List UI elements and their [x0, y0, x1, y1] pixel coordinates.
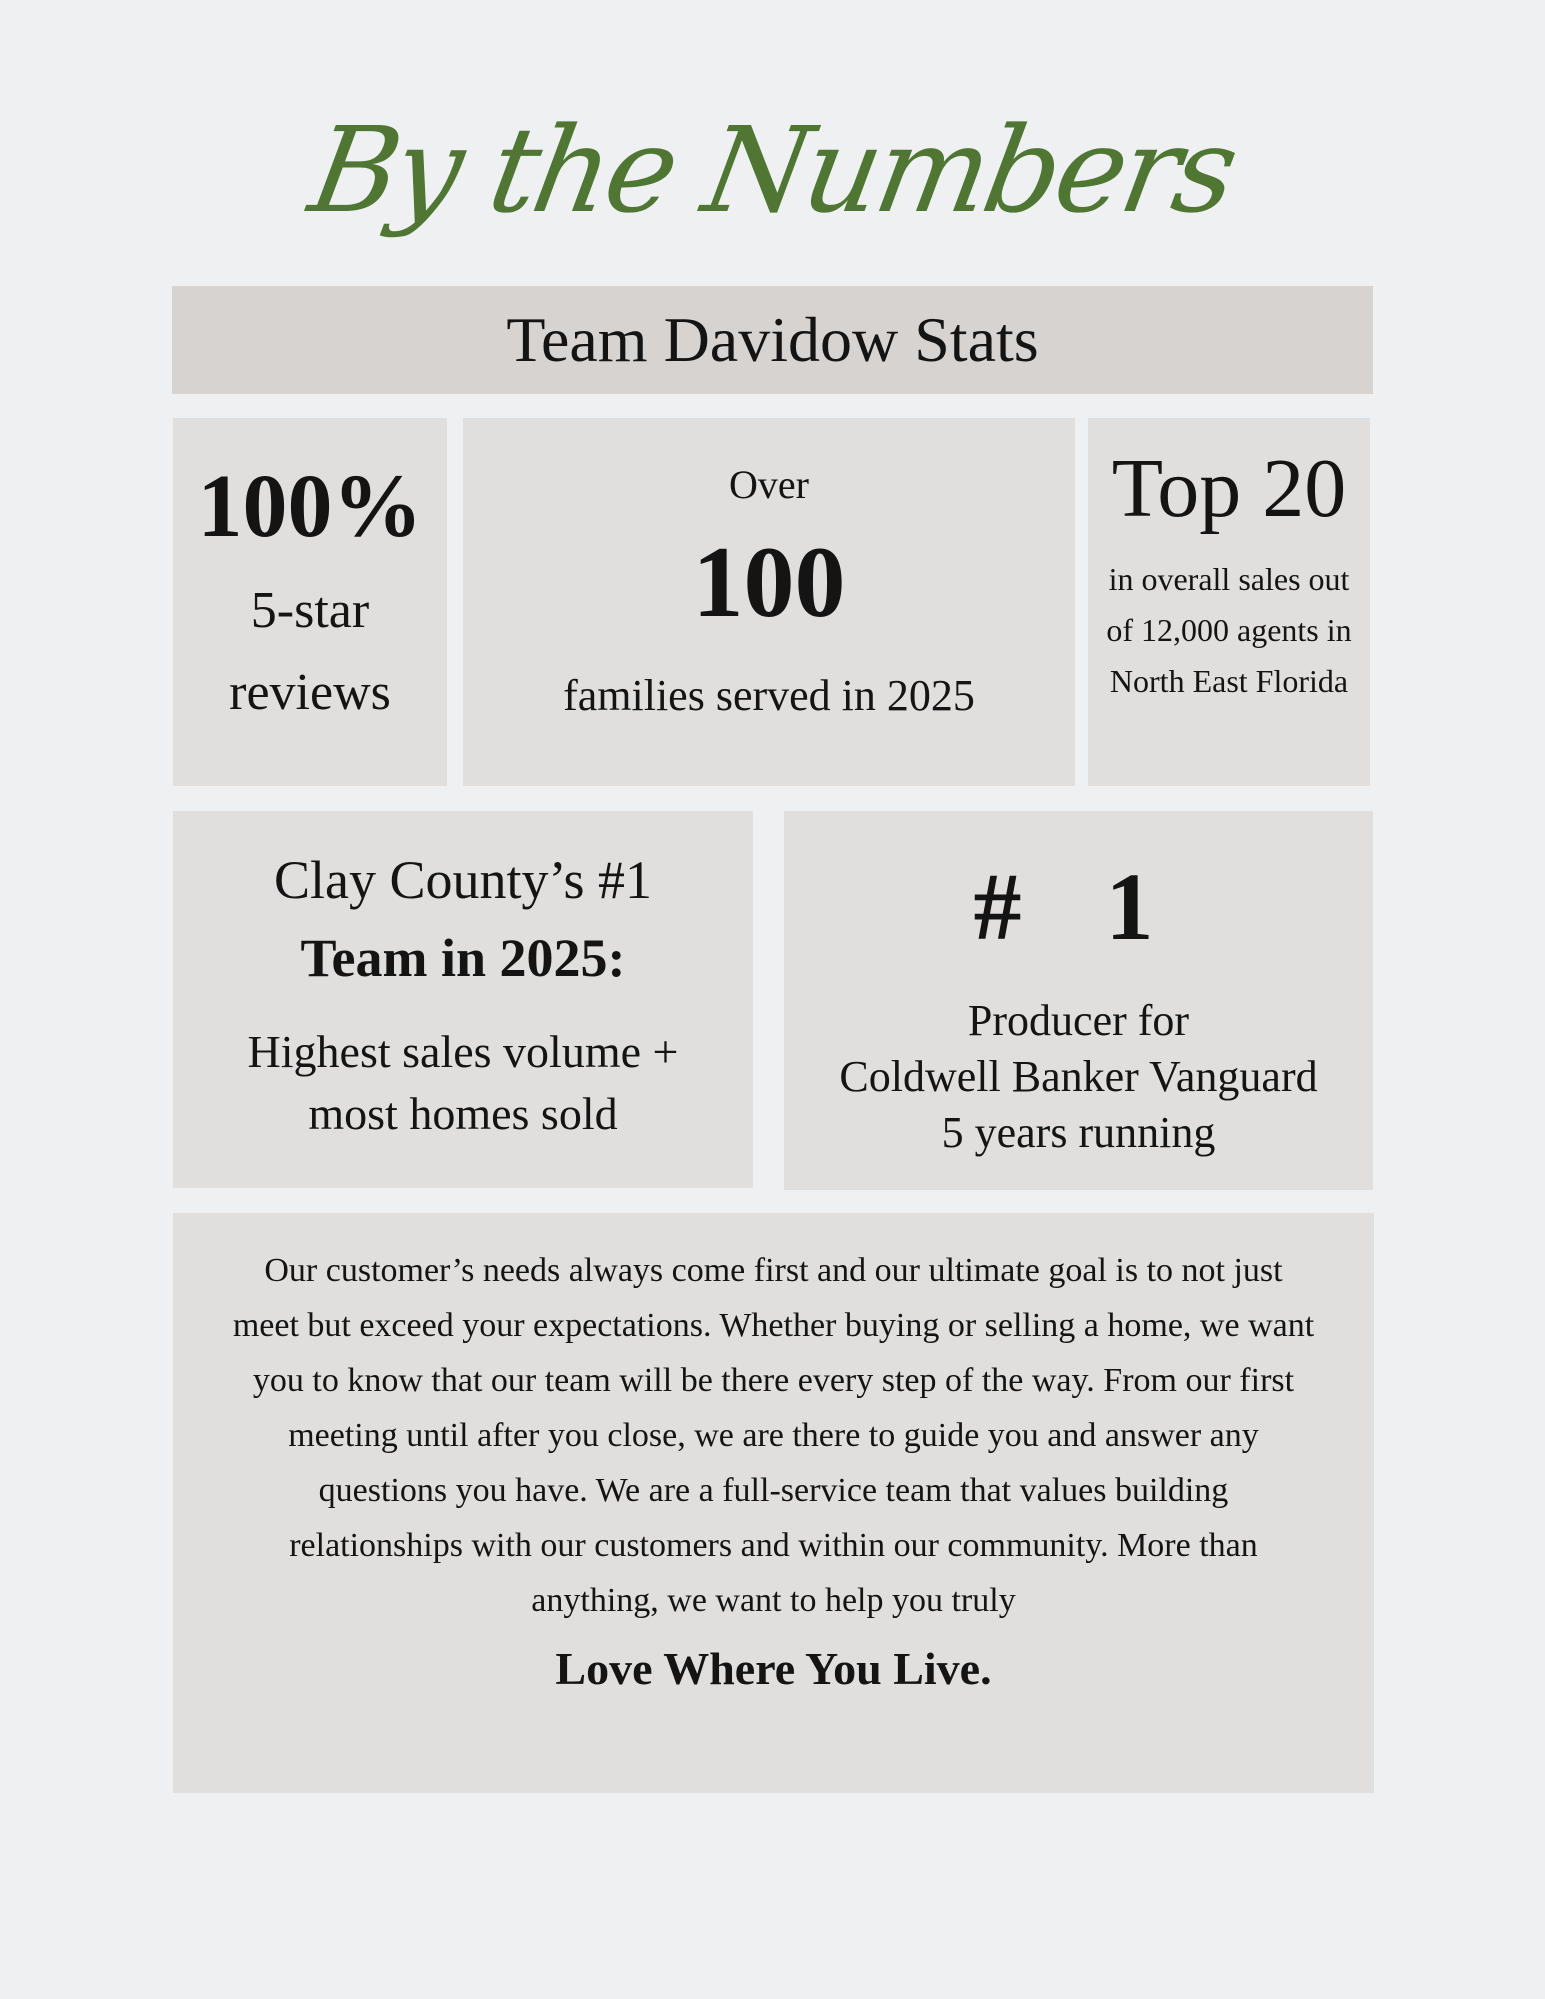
mission-card: [173, 1213, 1374, 1793]
mission-tagline: Love Where You Live.: [555, 1643, 992, 1694]
producer-rank: # 1: [973, 853, 1184, 960]
clay-county-card: [173, 811, 753, 1188]
clay-county-heading: Clay County’s #1: [273, 850, 653, 910]
families-label: families served in 2025: [563, 671, 975, 720]
stats-banner: Team Davidow Stats: [172, 286, 1373, 394]
families-card: [463, 418, 1075, 786]
producer-line-2: Coldwell Banker Vanguard: [839, 1052, 1318, 1101]
mission-paragraph: Our customer’s needs always come first and our ultimate goal is to not just meet but exceed your expectations. Whether buying or selling a home, we want you to know that our team will be there every step of the way. From our first meeting until after you close, we are there to guide you and answer any questions you have. We are a full-service team that values building relationships with our customers and within our community. More than anything, we want to help you truly: [232, 1252, 1315, 1619]
top-sales-card: [1088, 418, 1370, 786]
families-value: 100: [692, 526, 846, 639]
clay-county-year: Team in 2025:: [300, 928, 626, 988]
producer-label: [839, 993, 1317, 1161]
families-prefix: Over: [729, 462, 809, 507]
top-sales-value: Top 20: [1111, 442, 1347, 535]
reviews-label: 5-star reviews: [229, 582, 391, 721]
top-sales-label: in overall sales out of 12,000 agents in North East Florida: [1106, 561, 1352, 699]
producer-card: [784, 811, 1373, 1190]
reviews-card: [173, 418, 447, 786]
reviews-value: 100%: [197, 457, 423, 556]
producer-line-1: Producer for: [967, 996, 1190, 1045]
clay-county-detail: Highest sales volume + most homes sold: [247, 1026, 679, 1139]
producer-line-3: 5 years running: [941, 1108, 1216, 1157]
page-title: By the Numbers: [300, 101, 1245, 239]
